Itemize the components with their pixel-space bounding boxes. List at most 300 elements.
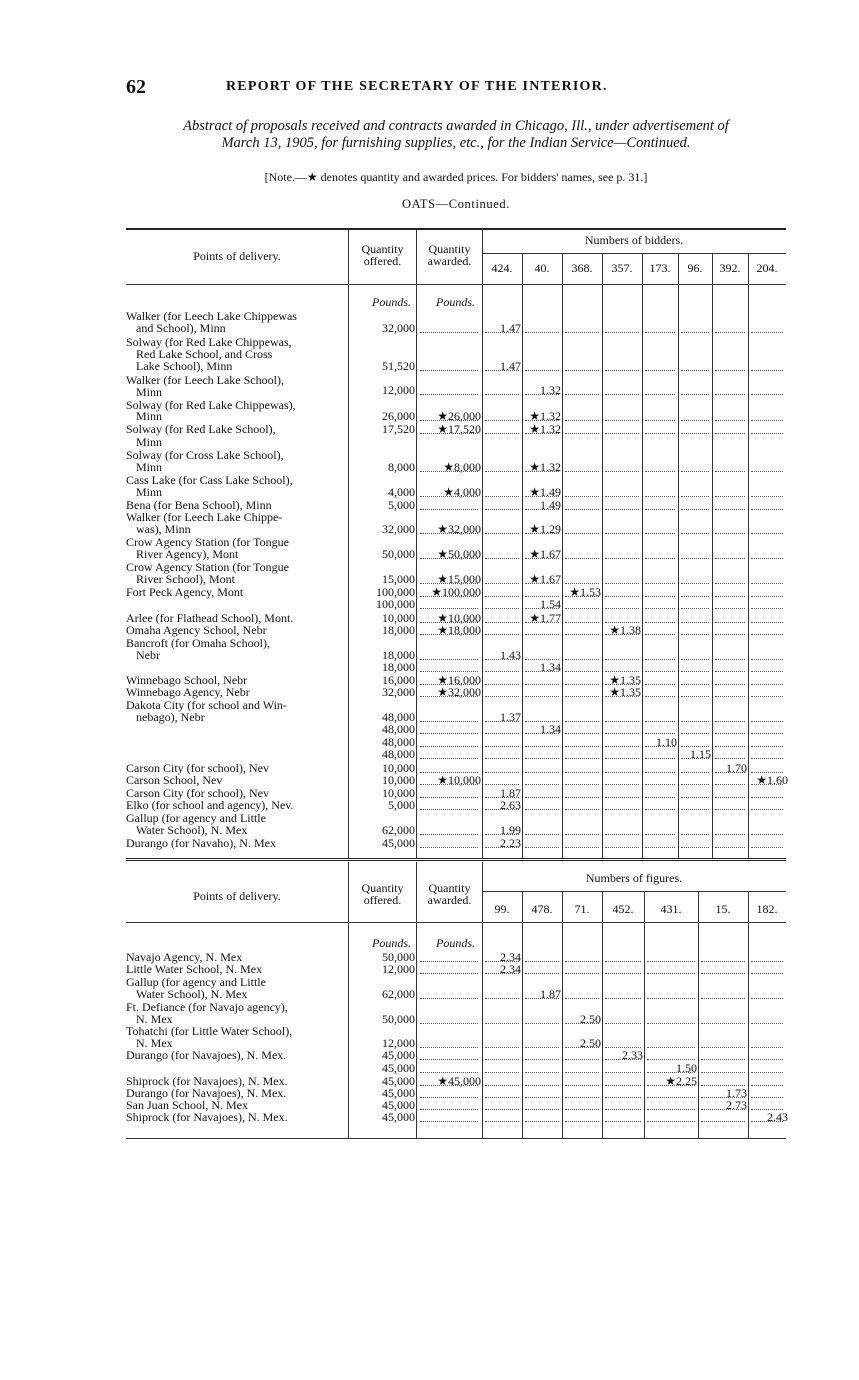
leader-dots — [420, 1085, 478, 1086]
col-header-points: Points of delivery. — [193, 889, 281, 903]
leader-dots — [605, 622, 639, 623]
leader-dots — [485, 1047, 519, 1048]
delivery-point: Walker (for Leech Lake School), — [126, 373, 284, 387]
delivery-point: Gallup (for agency and Little — [126, 811, 266, 825]
leader-dots — [485, 1085, 519, 1086]
bid-price: 1.34 — [540, 660, 561, 674]
leader-dots — [645, 471, 675, 472]
leader-dots — [605, 634, 639, 635]
unit-label: Pounds. — [372, 295, 411, 309]
table-top-rule — [126, 228, 786, 230]
leader-dots — [715, 533, 745, 534]
col-header-offered: Quantity — [361, 881, 404, 895]
delivery-point: Solway (for Cross Lake School), — [126, 448, 284, 462]
bid-price: 2.50 — [580, 1036, 601, 1050]
leader-dots — [715, 634, 745, 635]
leader-dots — [647, 1047, 695, 1048]
bidder-header: 71. — [574, 902, 590, 916]
leader-dots — [681, 433, 709, 434]
section-title: OATS—Continued. — [402, 197, 510, 211]
leader-dots — [565, 746, 599, 747]
leader-dots — [681, 634, 709, 635]
leader-dots — [701, 1109, 745, 1110]
leader-dots — [715, 746, 745, 747]
leader-dots — [485, 509, 519, 510]
leader-dots — [645, 834, 675, 835]
delivery-point: Navajo Agency, N. Mex — [126, 950, 243, 964]
leader-dots — [420, 998, 478, 999]
leader-dots — [420, 608, 478, 609]
quantity-offered: 12,000 — [382, 1036, 415, 1050]
leader-dots — [420, 797, 478, 798]
quantity-offered: 26,000 — [382, 409, 415, 423]
leader-dots — [420, 746, 478, 747]
quantity-offered: 10,000 — [382, 611, 415, 625]
leader-dots — [645, 533, 675, 534]
leader-dots — [420, 558, 478, 559]
delivery-point: Carson City (for school), Nev — [126, 761, 269, 775]
bid-price: 1.99 — [500, 823, 521, 837]
leader-dots — [701, 998, 745, 999]
leader-dots — [605, 998, 641, 999]
leader-dots — [420, 533, 478, 534]
leader-dots — [715, 608, 745, 609]
leader-dots — [525, 772, 559, 773]
leader-dots — [525, 370, 559, 371]
bidder-header: 452. — [612, 902, 634, 916]
quantity-awarded: ★10,000 — [437, 773, 481, 787]
delivery-point: Minn — [136, 435, 163, 449]
leader-dots — [485, 420, 519, 421]
leader-dots — [565, 961, 599, 962]
bid-price: ★2.25 — [665, 1074, 697, 1088]
leader-dots — [525, 758, 559, 759]
leader-dots — [751, 583, 783, 584]
leader-dots — [647, 973, 695, 974]
leader-dots — [751, 834, 783, 835]
leader-dots — [751, 533, 783, 534]
leader-dots — [751, 1097, 783, 1098]
group-header-rule — [482, 253, 786, 254]
leader-dots — [751, 634, 783, 635]
quantity-offered: 8,000 — [388, 460, 415, 474]
leader-dots — [715, 596, 745, 597]
col-header-offered: offered. — [363, 893, 402, 907]
leader-dots — [565, 583, 599, 584]
quantity-offered: 62,000 — [382, 987, 415, 1001]
bid-price: 2.23 — [500, 836, 521, 850]
leader-dots — [605, 973, 641, 974]
column-rule — [642, 253, 643, 858]
leader-dots — [485, 608, 519, 609]
leader-dots — [525, 809, 559, 810]
leader-dots — [525, 784, 559, 785]
quantity-offered: 50,000 — [382, 950, 415, 964]
leader-dots — [681, 746, 709, 747]
leader-dots — [647, 1059, 695, 1060]
delivery-point: Water School), N. Mex — [136, 823, 248, 837]
leader-dots — [420, 696, 478, 697]
leader-dots — [565, 1059, 599, 1060]
quantity-awarded: ★17,520 — [437, 422, 481, 436]
leader-dots — [420, 847, 478, 848]
bidder-header: 424. — [491, 261, 513, 275]
abstract-line: March 13, 1905, for furnishing supplies, etc., for the Indian Service—Continued. — [221, 135, 691, 151]
leader-dots — [420, 834, 478, 835]
quantity-offered: 48,000 — [382, 747, 415, 761]
leader-dots — [525, 847, 559, 848]
leader-dots — [525, 1059, 559, 1060]
quantity-awarded: ★4,000 — [443, 485, 481, 499]
bid-price: 1.47 — [500, 321, 521, 335]
leader-dots — [420, 1059, 478, 1060]
leader-dots — [485, 471, 519, 472]
leader-dots — [485, 583, 519, 584]
leader-dots — [485, 684, 519, 685]
leader-dots — [681, 622, 709, 623]
quantity-offered: 100,000 — [376, 585, 415, 599]
leader-dots — [420, 772, 478, 773]
leader-dots — [647, 1097, 695, 1098]
leader-dots — [565, 784, 599, 785]
col-header-offered: Quantity — [361, 242, 404, 256]
leader-dots — [681, 533, 709, 534]
delivery-point: Bancroft (for Omaha School), — [126, 636, 270, 650]
column-rule — [678, 253, 679, 858]
leader-dots — [701, 1072, 745, 1073]
leader-dots — [647, 1109, 695, 1110]
bid-price: 1.37 — [500, 710, 521, 724]
leader-dots — [715, 394, 745, 395]
leader-dots — [605, 509, 639, 510]
leader-dots — [645, 733, 675, 734]
leader-dots — [420, 596, 478, 597]
leader-dots — [645, 496, 675, 497]
leader-dots — [681, 834, 709, 835]
leader-dots — [751, 496, 783, 497]
column-rule — [416, 228, 417, 858]
leader-dots — [565, 696, 599, 697]
note: [Note.—★ denotes quantity and awarded prices. For bidders' names, see p. 31.] — [264, 170, 648, 184]
bid-price: 2.50 — [580, 1012, 601, 1026]
leader-dots — [751, 746, 783, 747]
bid-price: 1.47 — [500, 359, 521, 373]
leader-dots — [681, 583, 709, 584]
leader-dots — [751, 998, 783, 999]
leader-dots — [485, 1109, 519, 1110]
bid-price: 1.87 — [540, 987, 561, 1001]
leader-dots — [420, 1072, 478, 1073]
leader-dots — [565, 659, 599, 660]
leader-dots — [715, 772, 745, 773]
quantity-offered: 5,000 — [388, 798, 415, 812]
delivery-point: Red Lake School, and Cross — [136, 347, 273, 361]
quantity-offered: 10,000 — [382, 773, 415, 787]
leader-dots — [420, 961, 478, 962]
leader-dots — [751, 973, 783, 974]
quantity-offered: 5,000 — [388, 498, 415, 512]
leader-dots — [420, 1023, 478, 1024]
delivery-point: Solway (for Red Lake Chippewas, — [126, 335, 292, 349]
leader-dots — [565, 622, 599, 623]
bid-price: ★1.77 — [529, 611, 561, 625]
leader-dots — [525, 1109, 559, 1110]
leader-dots — [605, 420, 639, 421]
leader-dots — [751, 433, 783, 434]
delivery-point: Solway (for Red Lake Chippewas), — [126, 398, 296, 412]
leader-dots — [420, 809, 478, 810]
leader-dots — [645, 847, 675, 848]
leader-dots — [565, 608, 599, 609]
quantity-offered: 12,000 — [382, 962, 415, 976]
leader-dots — [565, 509, 599, 510]
leader-dots — [565, 496, 599, 497]
leader-dots — [485, 634, 519, 635]
leader-dots — [525, 496, 559, 497]
leader-dots — [565, 809, 599, 810]
delivery-point: Walker (for Leech Lake Chippewas — [126, 309, 297, 323]
leader-dots — [565, 772, 599, 773]
leader-dots — [420, 583, 478, 584]
leader-dots — [565, 1047, 599, 1048]
leader-dots — [485, 721, 519, 722]
leader-dots — [525, 973, 559, 974]
leader-dots — [751, 772, 783, 773]
leader-dots — [645, 758, 675, 759]
delivery-point: Ft. Defiance (for Navajo agency), — [126, 1000, 288, 1014]
quantity-offered: 12,000 — [382, 383, 415, 397]
leader-dots — [715, 671, 745, 672]
leader-dots — [715, 809, 745, 810]
header-bottom-rule — [126, 284, 786, 285]
bid-price: 1.50 — [676, 1061, 697, 1075]
group-header: Numbers of bidders. — [584, 233, 684, 247]
leader-dots — [565, 1109, 599, 1110]
bid-price: 2.43 — [767, 1110, 788, 1124]
delivery-point: San Juan School, N. Mex — [126, 1098, 248, 1112]
leader-dots — [751, 558, 783, 559]
leader-dots — [605, 583, 639, 584]
quantity-offered: 48,000 — [382, 722, 415, 736]
leader-dots — [565, 758, 599, 759]
delivery-point: Winnebago School, Nebr — [126, 673, 248, 687]
unit-label: Pounds. — [372, 936, 411, 950]
leader-dots — [420, 496, 478, 497]
quantity-offered: 62,000 — [382, 823, 415, 837]
bid-price: ★1.67 — [529, 572, 561, 586]
leader-dots — [565, 370, 599, 371]
leader-dots — [645, 772, 675, 773]
delivery-point: and School), Minn — [136, 321, 226, 335]
bid-price: 2.73 — [726, 1098, 747, 1112]
bid-price: 1.73 — [726, 1086, 747, 1100]
leader-dots — [751, 847, 783, 848]
leader-dots — [681, 809, 709, 810]
leader-dots — [565, 558, 599, 559]
leader-dots — [420, 332, 478, 333]
quantity-offered: 17,520 — [382, 422, 415, 436]
quantity-awarded: ★100,000 — [431, 585, 481, 599]
quantity-offered: 32,000 — [382, 321, 415, 335]
leader-dots — [565, 684, 599, 685]
leader-dots — [485, 758, 519, 759]
bidder-header: 478. — [531, 902, 553, 916]
leader-dots — [565, 1023, 599, 1024]
leader-dots — [525, 1085, 559, 1086]
delivery-point: Cass Lake (for Cass Lake School), — [126, 473, 293, 487]
leader-dots — [605, 1059, 641, 1060]
bid-price: ★1.53 — [569, 585, 601, 599]
leader-dots — [485, 797, 519, 798]
col-header-awarded: Quantity — [428, 881, 471, 895]
leader-dots — [525, 558, 559, 559]
leader-dots — [681, 370, 709, 371]
abstract-title — [126, 118, 786, 152]
leader-dots — [420, 659, 478, 660]
leader-dots — [565, 420, 599, 421]
leader-dots — [485, 671, 519, 672]
leader-dots — [420, 1109, 478, 1110]
quantity-offered: 45,000 — [382, 1098, 415, 1112]
column-rule — [602, 891, 603, 1138]
leader-dots — [605, 533, 639, 534]
leader-dots — [565, 634, 599, 635]
bid-price: 1.49 — [540, 498, 561, 512]
leader-dots — [525, 332, 559, 333]
leader-dots — [715, 622, 745, 623]
delivery-point: Arlee (for Flathead School), Mont. — [126, 611, 294, 625]
leader-dots — [701, 1047, 745, 1048]
leader-dots — [420, 1047, 478, 1048]
leader-dots — [485, 696, 519, 697]
bid-price: 1.87 — [500, 786, 521, 800]
leader-dots — [605, 370, 639, 371]
quantity-awarded: ★32,000 — [437, 685, 481, 699]
leader-dots — [647, 1085, 695, 1086]
leader-dots — [681, 847, 709, 848]
group-header-rule — [482, 891, 786, 892]
delivery-point: Minn — [136, 409, 163, 423]
leader-dots — [420, 684, 478, 685]
quantity-offered: 51,520 — [382, 359, 415, 373]
leader-dots — [485, 1023, 519, 1024]
leader-dots — [565, 721, 599, 722]
leader-dots — [605, 746, 639, 747]
delivery-point: Omaha Agency School, Nebr — [126, 623, 267, 637]
bid-price: ★1.60 — [756, 773, 788, 787]
delivery-point: Little Water School, N. Mex — [126, 962, 263, 976]
leader-dots — [605, 961, 641, 962]
quantity-awarded: ★50,000 — [437, 547, 481, 561]
leader-dots — [751, 784, 783, 785]
leader-dots — [645, 509, 675, 510]
leader-dots — [701, 1097, 745, 1098]
leader-dots — [565, 797, 599, 798]
leader-dots — [715, 784, 745, 785]
delivery-point: Shiprock (for Navajoes), N. Mex. — [126, 1074, 288, 1088]
delivery-point: Minn — [136, 485, 163, 499]
table-bottom-rule — [126, 1138, 786, 1139]
bid-price: 1.54 — [540, 597, 561, 611]
leader-dots — [420, 1121, 478, 1122]
quantity-offered: 50,000 — [382, 547, 415, 561]
bid-price: 2.34 — [500, 950, 521, 964]
leader-dots — [605, 332, 639, 333]
leader-dots — [485, 784, 519, 785]
quantity-offered: 45,000 — [382, 836, 415, 850]
table-bottom-rule — [126, 858, 786, 861]
leader-dots — [605, 608, 639, 609]
quantity-offered: 48,000 — [382, 735, 415, 749]
leader-dots — [751, 622, 783, 623]
leader-dots — [715, 834, 745, 835]
leader-dots — [605, 1023, 641, 1024]
quantity-offered: 48,000 — [382, 710, 415, 724]
leader-dots — [681, 784, 709, 785]
leader-dots — [645, 671, 675, 672]
leader-dots — [645, 684, 675, 685]
leader-dots — [525, 1047, 559, 1048]
leader-dots — [525, 746, 559, 747]
leader-dots — [420, 509, 478, 510]
bid-price: 2.34 — [500, 962, 521, 976]
bidder-header: 392. — [719, 261, 741, 275]
leader-dots — [645, 420, 675, 421]
leader-dots — [605, 834, 639, 835]
leader-dots — [681, 659, 709, 660]
leader-dots — [525, 583, 559, 584]
leader-dots — [605, 797, 639, 798]
leader-dots — [485, 622, 519, 623]
bid-price: ★1.32 — [529, 460, 561, 474]
bid-price: 1.43 — [500, 648, 521, 662]
leader-dots — [645, 634, 675, 635]
delivery-point: Minn — [136, 385, 163, 399]
leader-dots — [751, 1109, 783, 1110]
delivery-point: Gallup (for agency and Little — [126, 975, 266, 989]
quantity-awarded: ★16,000 — [437, 673, 481, 687]
leader-dots — [715, 509, 745, 510]
leader-dots — [645, 370, 675, 371]
leader-dots — [485, 533, 519, 534]
leader-dots — [525, 509, 559, 510]
bid-price: ★1.38 — [609, 623, 641, 637]
delivery-point: River Agency), Mont — [136, 547, 239, 561]
bidder-header: 182. — [756, 902, 778, 916]
leader-dots — [681, 596, 709, 597]
leader-dots — [485, 998, 519, 999]
leader-dots — [485, 332, 519, 333]
bid-price: 1.70 — [726, 761, 747, 775]
quantity-offered: 45,000 — [382, 1048, 415, 1062]
bidder-header: 15. — [715, 902, 731, 916]
leader-dots — [485, 496, 519, 497]
leader-dots — [751, 961, 783, 962]
delivery-point: Tohatchi (for Little Water School), — [126, 1024, 293, 1038]
delivery-point: Dakota City (for school and Win- — [126, 698, 287, 712]
leader-dots — [751, 659, 783, 660]
leader-dots — [715, 583, 745, 584]
leader-dots — [681, 684, 709, 685]
leader-dots — [565, 596, 599, 597]
leader-dots — [681, 772, 709, 773]
leader-dots — [485, 961, 519, 962]
leader-dots — [485, 847, 519, 848]
leader-dots — [525, 1072, 559, 1073]
column-rule — [562, 253, 563, 858]
leader-dots — [701, 1059, 745, 1060]
leader-dots — [485, 659, 519, 660]
